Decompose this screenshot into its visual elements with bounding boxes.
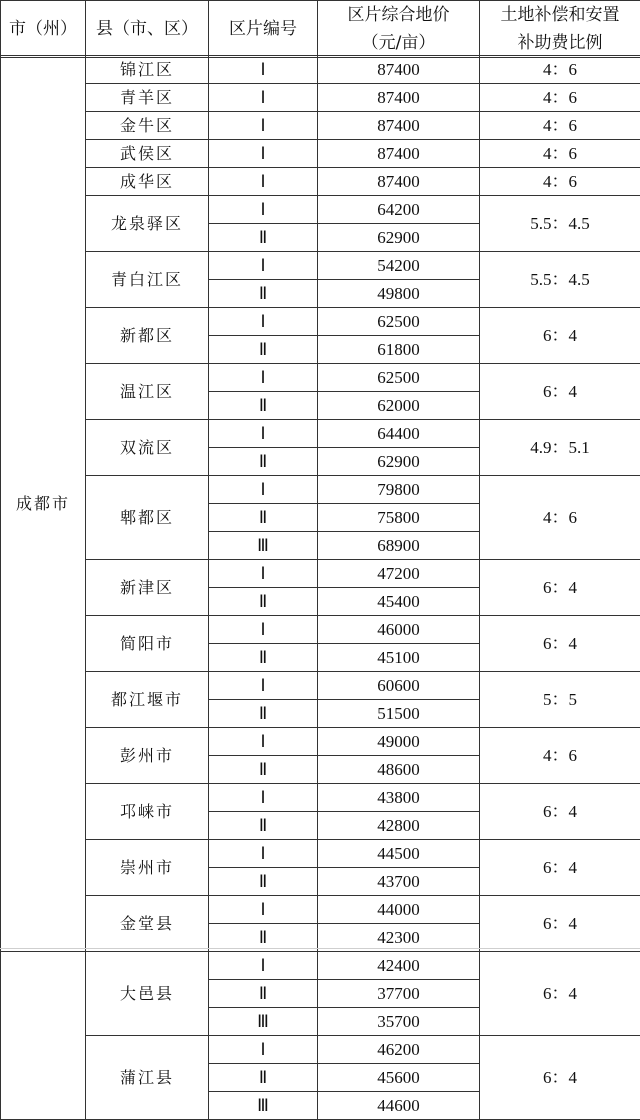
zone-id-cell: Ⅰ — [209, 84, 318, 112]
county-cell: 崇州市 — [86, 840, 209, 896]
ratio-cell: 4：6 — [480, 112, 640, 140]
table-row — [1, 196, 640, 224]
price-cell: 49800 — [318, 280, 480, 308]
ratio-cell: 5.5：4.5 — [480, 196, 640, 252]
zone-id-cell: Ⅱ — [209, 868, 318, 896]
county-cell: 简阳市 — [86, 616, 209, 672]
city-cell — [1, 952, 86, 1120]
header-county: 县（市、区） — [86, 1, 209, 58]
land-price-table-part1 — [0, 55, 640, 952]
zone-id-cell: Ⅰ — [209, 420, 318, 448]
county-cell: 蒲江县 — [86, 1036, 209, 1120]
zone-id-cell: Ⅲ — [209, 1008, 318, 1036]
ratio-cell: 4.9：5.1 — [480, 420, 640, 476]
county-cell: 都江堰市 — [86, 672, 209, 728]
zone-id-cell: Ⅱ — [209, 812, 318, 840]
header-zone: 区片编号 — [209, 1, 318, 58]
table-row — [1, 168, 640, 196]
price-cell: 42300 — [318, 924, 480, 952]
zone-id-cell: Ⅱ — [209, 224, 318, 252]
zone-id-cell: Ⅰ — [209, 560, 318, 588]
table-row — [1, 420, 640, 448]
zone-id-cell: Ⅱ — [209, 756, 318, 784]
ratio-cell: 5：5 — [480, 672, 640, 728]
price-cell: 46200 — [318, 1036, 480, 1064]
price-cell: 62900 — [318, 448, 480, 476]
county-cell: 成华区 — [86, 168, 209, 196]
ratio-cell: 4：6 — [480, 728, 640, 784]
price-cell: 54200 — [318, 252, 480, 280]
county-cell: 金牛区 — [86, 112, 209, 140]
table-row — [1, 616, 640, 644]
price-cell: 87400 — [318, 140, 480, 168]
price-cell: 79800 — [318, 476, 480, 504]
price-cell: 45100 — [318, 644, 480, 672]
ratio-cell: 6：4 — [480, 1036, 640, 1120]
zone-id-cell: Ⅲ — [209, 532, 318, 560]
table-row — [1, 308, 640, 336]
header-ratio: 土地补偿和安置 补助费比例 — [480, 1, 640, 58]
price-cell: 42800 — [318, 812, 480, 840]
price-cell: 87400 — [318, 168, 480, 196]
price-cell: 64200 — [318, 196, 480, 224]
price-cell: 47200 — [318, 560, 480, 588]
price-cell: 87400 — [318, 56, 480, 84]
table-row — [1, 952, 640, 980]
land-price-table-part2 — [0, 951, 640, 1120]
table-row — [1, 840, 640, 868]
zone-id-cell: Ⅰ — [209, 840, 318, 868]
ratio-cell: 6：4 — [480, 308, 640, 364]
table-row — [1, 140, 640, 168]
zone-id-cell: Ⅱ — [209, 504, 318, 532]
zone-id-cell: Ⅱ — [209, 448, 318, 476]
table-row — [1, 252, 640, 280]
zone-id-cell: Ⅰ — [209, 672, 318, 700]
table-row — [1, 560, 640, 588]
zone-id-cell: Ⅱ — [209, 644, 318, 672]
county-cell: 邛崃市 — [86, 784, 209, 840]
price-cell: 62900 — [318, 224, 480, 252]
price-cell: 62500 — [318, 364, 480, 392]
ratio-cell: 6：4 — [480, 560, 640, 616]
zone-id-cell: Ⅲ — [209, 1092, 318, 1120]
price-cell: 46000 — [318, 616, 480, 644]
price-cell: 75800 — [318, 504, 480, 532]
price-cell: 45600 — [318, 1064, 480, 1092]
zone-id-cell: Ⅰ — [209, 140, 318, 168]
table-row — [1, 364, 640, 392]
county-cell: 新都区 — [86, 308, 209, 364]
zone-id-cell: Ⅱ — [209, 700, 318, 728]
price-cell: 44600 — [318, 1092, 480, 1120]
table-row — [1, 1036, 640, 1064]
table-row — [1, 784, 640, 812]
ratio-cell: 4：6 — [480, 140, 640, 168]
county-cell: 新津区 — [86, 560, 209, 616]
county-cell: 青白江区 — [86, 252, 209, 308]
price-cell: 87400 — [318, 112, 480, 140]
zone-id-cell: Ⅰ — [209, 56, 318, 84]
table-header — [0, 0, 640, 58]
county-cell: 青羊区 — [86, 84, 209, 112]
ratio-cell: 6：4 — [480, 784, 640, 840]
ratio-cell: 4：6 — [480, 168, 640, 196]
city-cell: 成都市 — [1, 56, 86, 952]
zone-id-cell: Ⅰ — [209, 112, 318, 140]
table-row — [1, 112, 640, 140]
header-city: 市（州） — [1, 1, 86, 58]
ratio-cell: 6：4 — [480, 364, 640, 420]
zone-id-cell: Ⅰ — [209, 308, 318, 336]
ratio-cell: 4：6 — [480, 84, 640, 112]
county-cell: 大邑县 — [86, 952, 209, 1036]
zone-id-cell: Ⅱ — [209, 280, 318, 308]
ratio-cell: 6：4 — [480, 896, 640, 952]
header-price: 区片综合地价 （元/亩） — [318, 1, 480, 58]
ratio-cell: 6：4 — [480, 952, 640, 1036]
ratio-cell: 6：4 — [480, 616, 640, 672]
table-row — [1, 896, 640, 924]
price-cell: 49000 — [318, 728, 480, 756]
table-row — [1, 476, 640, 504]
table-row — [1, 84, 640, 112]
price-cell: 68900 — [318, 532, 480, 560]
county-cell: 温江区 — [86, 364, 209, 420]
page-break-line — [0, 948, 640, 949]
county-cell: 彭州市 — [86, 728, 209, 784]
price-cell: 43700 — [318, 868, 480, 896]
price-cell: 35700 — [318, 1008, 480, 1036]
table-row — [1, 56, 640, 84]
ratio-cell: 6：4 — [480, 840, 640, 896]
table-row — [1, 728, 640, 756]
price-cell: 51500 — [318, 700, 480, 728]
price-cell: 37700 — [318, 980, 480, 1008]
ratio-cell: 4：6 — [480, 476, 640, 560]
county-cell: 金堂县 — [86, 896, 209, 952]
zone-id-cell: Ⅰ — [209, 1036, 318, 1064]
price-cell: 87400 — [318, 84, 480, 112]
county-cell: 锦江区 — [86, 56, 209, 84]
zone-id-cell: Ⅰ — [209, 168, 318, 196]
zone-id-cell: Ⅰ — [209, 476, 318, 504]
price-cell: 60600 — [318, 672, 480, 700]
county-cell: 武侯区 — [86, 140, 209, 168]
zone-id-cell: Ⅰ — [209, 364, 318, 392]
zone-id-cell: Ⅱ — [209, 1064, 318, 1092]
zone-id-cell: Ⅱ — [209, 336, 318, 364]
price-cell: 44500 — [318, 840, 480, 868]
zone-id-cell: Ⅰ — [209, 952, 318, 980]
price-cell: 44000 — [318, 896, 480, 924]
county-cell: 郫都区 — [86, 476, 209, 560]
zone-id-cell: Ⅰ — [209, 196, 318, 224]
county-cell: 双流区 — [86, 420, 209, 476]
county-cell: 龙泉驿区 — [86, 196, 209, 252]
table-row — [1, 672, 640, 700]
zone-id-cell: Ⅰ — [209, 728, 318, 756]
price-cell: 62500 — [318, 308, 480, 336]
price-cell: 42400 — [318, 952, 480, 980]
zone-id-cell: Ⅰ — [209, 252, 318, 280]
price-cell: 62000 — [318, 392, 480, 420]
zone-id-cell: Ⅱ — [209, 980, 318, 1008]
ratio-cell: 4：6 — [480, 56, 640, 84]
zone-id-cell: Ⅰ — [209, 896, 318, 924]
price-cell: 64400 — [318, 420, 480, 448]
zone-id-cell: Ⅱ — [209, 392, 318, 420]
zone-id-cell: Ⅱ — [209, 588, 318, 616]
price-cell: 48600 — [318, 756, 480, 784]
price-cell: 61800 — [318, 336, 480, 364]
price-cell: 45400 — [318, 588, 480, 616]
zone-id-cell: Ⅰ — [209, 784, 318, 812]
price-cell: 43800 — [318, 784, 480, 812]
zone-id-cell: Ⅱ — [209, 924, 318, 952]
zone-id-cell: Ⅰ — [209, 616, 318, 644]
ratio-cell: 5.5：4.5 — [480, 252, 640, 308]
